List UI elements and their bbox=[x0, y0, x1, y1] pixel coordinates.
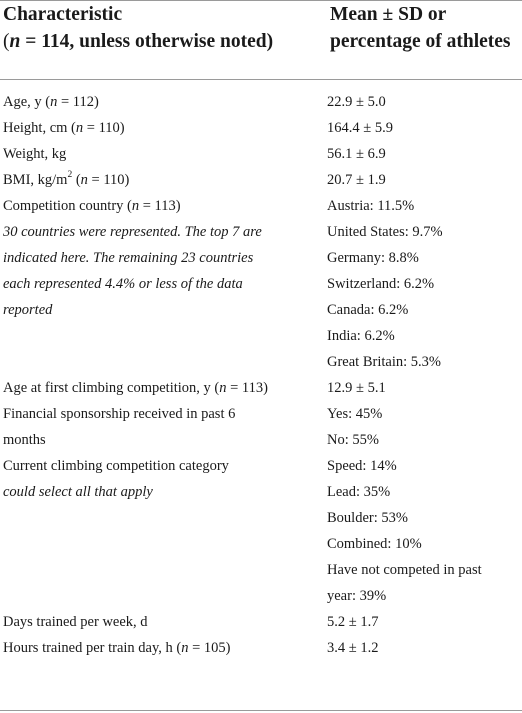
characteristic-cell bbox=[0, 479, 322, 505]
value-cell: Great Britain: 5.3% bbox=[327, 354, 441, 370]
value-cell: India: 6.2% bbox=[327, 328, 395, 344]
header-mean-sd bbox=[330, 1, 520, 55]
n-symbol: n bbox=[50, 94, 58, 110]
sample-size: = 112) bbox=[57, 94, 99, 110]
table-row bbox=[0, 427, 522, 453]
table-row bbox=[0, 479, 522, 505]
sample-size: = 105) bbox=[188, 640, 231, 656]
footnote-text: reported bbox=[3, 302, 53, 318]
table-row bbox=[0, 193, 522, 219]
characteristic-label: months bbox=[3, 432, 46, 448]
characteristic-label: Days trained per week, d bbox=[3, 614, 148, 630]
value-cell: No: 55% bbox=[327, 432, 379, 448]
characteristic-label: Current climbing competition category bbox=[3, 458, 229, 474]
header-col1-subtitle: (n = 114, unless otherwise noted) bbox=[3, 31, 274, 52]
value-cell: 164.4 ± 5.9 bbox=[327, 120, 393, 136]
n-symbol: n bbox=[131, 198, 140, 214]
value-cell: Germany: 8.8% bbox=[327, 250, 419, 266]
value-cell: Switzerland: 6.2% bbox=[327, 276, 435, 292]
header-n-symbol: n bbox=[9, 31, 21, 52]
sample-size: = 110) bbox=[87, 172, 130, 188]
n-symbol: n bbox=[219, 380, 227, 396]
value-cell: year: 39% bbox=[327, 588, 387, 604]
characteristic-cell bbox=[0, 401, 322, 427]
table-row bbox=[0, 453, 522, 479]
table-row bbox=[0, 349, 522, 375]
characteristic-cell bbox=[0, 245, 322, 271]
table-row bbox=[0, 271, 522, 297]
characteristic-cell bbox=[0, 453, 322, 479]
superscript: 2 bbox=[67, 170, 73, 181]
characteristic-cell bbox=[0, 193, 322, 219]
value-cell: 20.7 ± 1.9 bbox=[327, 172, 386, 188]
n-symbol: n bbox=[75, 120, 84, 136]
table-row bbox=[0, 531, 522, 557]
value-cell: Yes: 45% bbox=[327, 406, 383, 422]
characteristic-cell bbox=[0, 635, 322, 661]
characteristic-cell bbox=[0, 297, 322, 323]
n-symbol: n bbox=[80, 172, 88, 188]
header-col1-title: Characteristic bbox=[3, 4, 123, 25]
header-col2-line2: percentage of athletes bbox=[330, 31, 511, 52]
table-row bbox=[0, 401, 522, 427]
value-cell: 12.9 ± 5.1 bbox=[327, 380, 386, 396]
characteristic-cell bbox=[0, 141, 322, 167]
sample-size: = 113) bbox=[226, 380, 268, 396]
characteristic-cell bbox=[0, 219, 322, 245]
sample-size: = 113) bbox=[139, 198, 181, 214]
value-cell: Speed: 14% bbox=[327, 458, 397, 474]
value-cell: United States: 9.7% bbox=[327, 224, 443, 240]
value-cell: 22.9 ± 5.0 bbox=[327, 94, 386, 110]
characteristic-cell bbox=[0, 115, 322, 141]
value-cell: Canada: 6.2% bbox=[327, 302, 409, 318]
value-cell: Boulder: 53% bbox=[327, 510, 408, 526]
characteristic-cell bbox=[0, 609, 322, 635]
header-col2-line1: Mean ± SD or bbox=[330, 4, 447, 25]
footnote-text: indicated here. The remaining 23 countries bbox=[3, 250, 254, 266]
table-row bbox=[0, 297, 522, 323]
table-row bbox=[0, 609, 522, 635]
characteristic-label: Hours trained per train day, h ( bbox=[3, 640, 182, 656]
characteristic-label: Competition country ( bbox=[3, 198, 132, 214]
footnote-text: each represented 4.4% or less of the data bbox=[3, 276, 243, 292]
characteristic-cell bbox=[0, 89, 322, 115]
table-row bbox=[0, 219, 522, 245]
table-row bbox=[0, 245, 522, 271]
characteristic-label: Financial sponsorship received in past 6 bbox=[3, 406, 236, 422]
value-cell: 56.1 ± 6.9 bbox=[327, 146, 386, 162]
n-symbol: n bbox=[181, 640, 189, 656]
table-row bbox=[0, 323, 522, 349]
table-bottom-rule bbox=[0, 710, 522, 711]
characteristic-cell bbox=[0, 271, 322, 297]
value-cell: Austria: 11.5% bbox=[327, 198, 415, 214]
characteristic-cell bbox=[0, 427, 322, 453]
table-row bbox=[0, 115, 522, 141]
table-body bbox=[0, 79, 522, 661]
value-cell: Combined: 10% bbox=[327, 536, 422, 552]
footnote-text: could select all that apply bbox=[3, 484, 153, 500]
value-cell: 3.4 ± 1.2 bbox=[327, 640, 379, 656]
table-row bbox=[0, 505, 522, 531]
characteristic-label: Height, cm ( bbox=[3, 120, 76, 136]
value-cell: Have not competed in past bbox=[327, 562, 482, 578]
header-characteristic bbox=[3, 1, 323, 55]
value-cell: 5.2 ± 1.7 bbox=[327, 614, 379, 630]
table-row bbox=[0, 557, 522, 583]
sample-size: = 110) bbox=[83, 120, 125, 136]
characteristic-label-part: ( bbox=[72, 172, 81, 188]
table-row bbox=[0, 141, 522, 167]
characteristic-label: Age at first climbing competition, y ( bbox=[3, 380, 220, 396]
characteristic-label: BMI, kg/m bbox=[3, 172, 68, 188]
characteristic-cell bbox=[0, 375, 322, 401]
table-row bbox=[0, 167, 522, 193]
table-row bbox=[0, 583, 522, 609]
table-row bbox=[0, 89, 522, 115]
footnote-text: 30 countries were represented. The top 7 are bbox=[3, 224, 262, 240]
table-row bbox=[0, 375, 522, 401]
table-row bbox=[0, 635, 522, 661]
value-cell: Lead: 35% bbox=[327, 484, 391, 500]
characteristic-label: Age, y ( bbox=[3, 94, 51, 110]
characteristic-label: Weight, kg bbox=[3, 146, 67, 162]
characteristic-cell bbox=[0, 167, 322, 193]
